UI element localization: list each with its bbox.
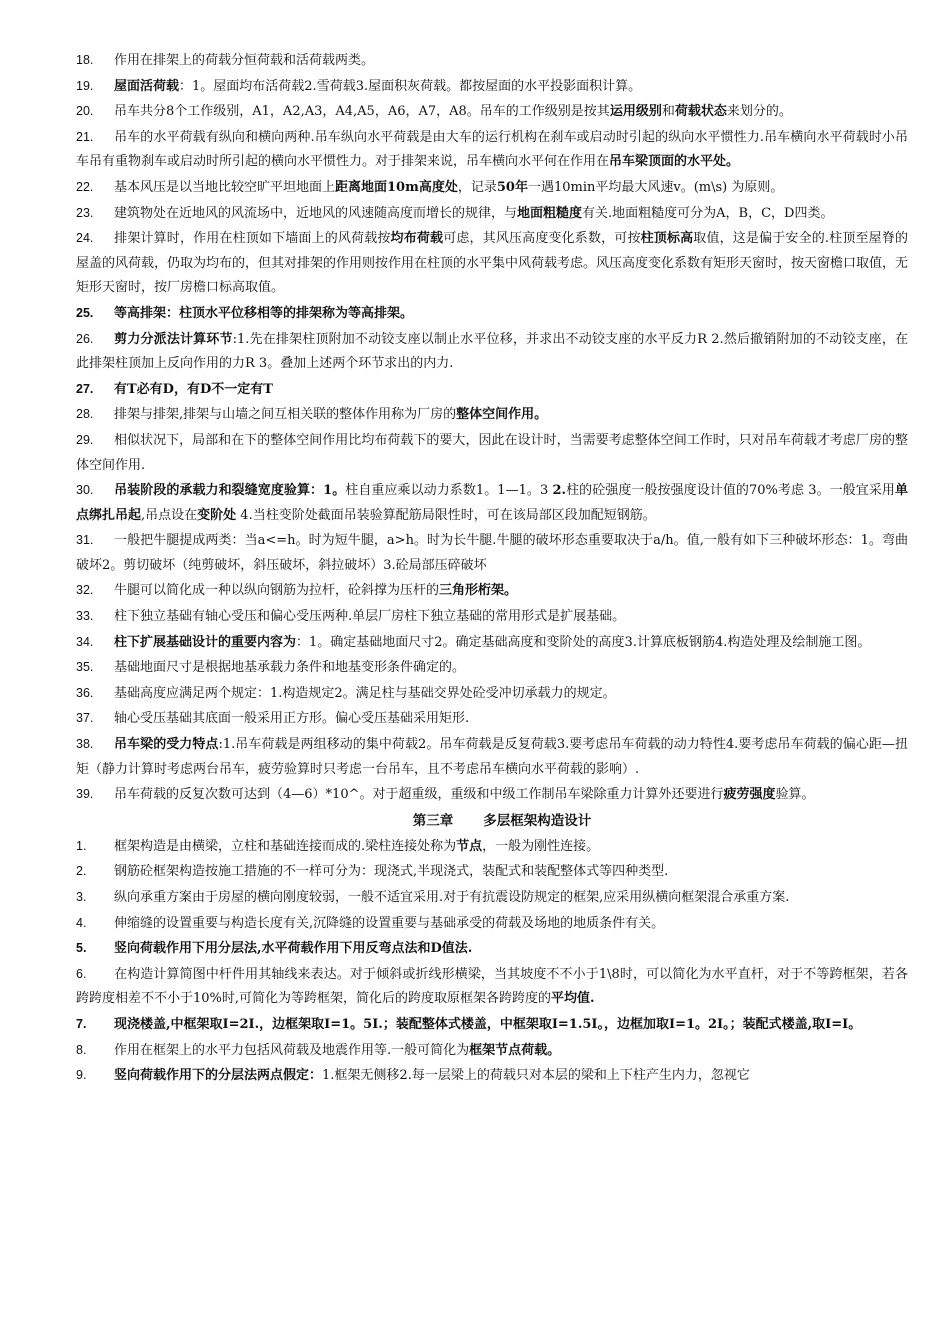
list-item: [76, 655, 908, 681]
item-text: 排架计算时，作用在柱顶如下墙面上的风荷载按: [114, 231, 391, 247]
item-text: 竖向荷载作用下用分层法,水平荷载作用下用反弯点法和D值法.: [114, 941, 473, 957]
item-text: 在构造计算简图中杆件用其轴线来表达。对于倾斜或折线形横梁，当其坡度不不小于1\8时，可以简化为水平直杆，对于不等跨框架，若各跨跨度相差不不小于10%时,可简化为等跨框架，简化后的跨度取原框架各跨跨度的: [76, 966, 908, 1007]
item-number: 8.: [76, 1042, 87, 1057]
item-text: ：1。屋面均布活荷载2.雪荷载3.屋面积灰荷载。都按屋面的水平投影面积计算。: [179, 78, 642, 94]
item-text: 相似状况下，局部和在下的整体空间作用比均布荷载下的要大，因此在设计时，当需要考虑整体空间工作时，只对吊车荷载才考虑厂房的整体空间作用.: [76, 432, 908, 473]
chapter-heading: [76, 808, 908, 834]
item-text: 作用在框架上的水平力包括风荷载及地震作用等.一般可简化为: [114, 1042, 470, 1058]
item-text: ，记录: [457, 179, 497, 195]
list-item: [76, 1063, 908, 1089]
item-text: 柱的砼强度一般按强度设计值的70%考虑 3。一般宜采用: [566, 483, 895, 499]
bold-text: 屋面活荷载: [114, 78, 180, 94]
item-number: 9.: [76, 1068, 87, 1083]
bold-text: 吊车梁的受力特点: [114, 737, 219, 753]
item-text: 可虑，其风压高度变化系数，可按: [443, 231, 641, 247]
item-number: 38.: [76, 737, 94, 752]
bold-text: 三角形桁架。: [439, 583, 518, 599]
item-text: 有T必有D，有D不一定有T: [114, 381, 273, 397]
list-item: [76, 885, 908, 911]
item-number: 19.: [76, 78, 94, 93]
list-item: [76, 301, 908, 327]
item-number: 35.: [76, 660, 94, 675]
bold-text: 单点绑扎吊起: [76, 483, 909, 523]
list-item: [76, 681, 908, 707]
bold-text: 2.: [552, 483, 567, 499]
item-number: 5.: [76, 941, 87, 956]
item-text: 柱下独立基础有轴心受压和偏心受压两种.单层厂房柱下独立基础的常用形式是扩展基础。: [114, 609, 626, 625]
item-number: 20.: [76, 104, 94, 119]
item-number: 39.: [76, 787, 94, 802]
item-number: 6.: [76, 966, 87, 981]
item-text: 基础地面尺寸是根据地基承载力条件和地基变形条件确定的。: [114, 660, 466, 676]
item-number: 32.: [76, 583, 94, 598]
list-item: [76, 377, 908, 403]
bold-text: 变阶处: [197, 507, 237, 523]
bold-text: 均布荷载: [390, 231, 444, 247]
item-number: 22.: [76, 179, 94, 194]
list-item: [76, 1012, 908, 1038]
item-number: 4.: [76, 915, 87, 930]
item-text: ，一般为刚性连接。: [482, 838, 600, 854]
list-item: [76, 936, 908, 962]
bold-text: 吊车梁顶面的水平处。: [609, 154, 740, 170]
bold-text: 整体空间作用。: [456, 407, 548, 423]
item-text: 现浇楼盖,中框架取I=2I.，边框架取I=1。5I.；装配整体式楼盖，中框架取I=1.5I。，边框加取I=1。2I。；装配式楼盖,取I=I。: [114, 1016, 862, 1032]
item-text: 1.框架无侧移2.每一层梁上的荷载只对本层的梁和上下柱产生内力，忽视它: [322, 1068, 750, 1084]
item-number: 3.: [76, 890, 87, 904]
list-item: [76, 578, 908, 604]
item-text: 吊车共分8个工作级别，A1，A2,A3，A4,A5，A6，A7，A8。吊车的工作级别是按其: [114, 104, 610, 120]
item-number: 7.: [76, 1016, 87, 1031]
item-text: 吊车的水平荷载有纵向和横向两种.吊车纵向水平荷载是由大车的运行机构在刹车或启动时引起的纵向水平惯性力.吊车横向水平荷载时小吊车吊有重物刹车或启动时所引起的横向水平惯性力。对于排架来说，吊车横向水平何在作用在: [76, 129, 908, 170]
item-number: 34.: [76, 634, 94, 649]
item-text: 伸缩缝的设置重要与构造长度有关,沉降缝的设置重要与基础承受的荷载及场地的地质条件有关。: [114, 915, 665, 931]
item-text: 钢筋砼框架构造按施工措施的不一样可分为：现浇式,半现浇式，装配式和装配整体式等四种类型.: [114, 864, 669, 880]
list-item: [76, 962, 908, 1012]
list-item: [76, 327, 908, 377]
item-text: 框架构造是由横梁，立柱和基础连接而成的.梁柱连接处称为: [114, 838, 457, 854]
item-number: 29.: [76, 432, 94, 447]
item-text: 柱自重应乘以动力系数1。1—1。3: [345, 483, 553, 499]
list-item: [76, 74, 908, 100]
bold-text: 运用级别: [609, 104, 662, 120]
list-item: [76, 478, 908, 528]
item-number: 25.: [76, 305, 94, 320]
list-item: [76, 99, 908, 125]
item-number: 2.: [76, 864, 87, 879]
item-text: ,吊点设在: [141, 507, 198, 523]
list-item: [76, 226, 908, 301]
item-number: 30.: [76, 483, 94, 498]
item-number: 18.: [76, 53, 94, 67]
list-item: [76, 528, 908, 578]
bold-text: 平均值.: [551, 991, 595, 1007]
list-item: [76, 428, 908, 478]
item-list-chapter-two: [76, 48, 908, 808]
list-item: [76, 604, 908, 630]
item-text: 吊车荷载的反复次数可达到（4—6）*10^。对于超重级，重级和中级工作制吊车梁除重力计算外还要进行: [114, 787, 724, 803]
chapter-label: 第三章: [412, 812, 454, 829]
bold-text: 框架节点荷载。: [469, 1042, 561, 1058]
list-item: [76, 911, 908, 937]
item-text: 建筑物处在近地风的风流场中，近地风的风速随高度而增长的规律，与: [114, 205, 518, 221]
item-number: 36.: [76, 685, 94, 700]
item-text: 等高排架：柱顶水平位移相等的排架称为等高排架。: [114, 305, 414, 321]
bold-text: 地面粗糙度: [517, 205, 583, 221]
item-text: 一遇10min平均最大风速v。(m\s) 为原则。: [527, 179, 784, 195]
item-number: 23.: [76, 205, 94, 220]
item-number: 31.: [76, 533, 94, 548]
item-number: 24.: [76, 231, 94, 246]
item-text: 验算。: [775, 787, 815, 803]
bold-text: 距离地面10m高度处: [335, 179, 458, 195]
item-text: :1.吊车荷载是两组移动的集中荷载2。吊车荷载是反复荷载3.要考虑吊车荷载的动力特性4.要考虑吊车荷载的偏心距—扭矩（静力计算时考虑两台吊车，疲劳验算时只考虑一台吊车，且不考虑吊车横向水平荷载的影响）.: [76, 737, 908, 777]
item-text: 4.当柱变阶处截面吊装验算配筋局限性时，可在该局部区段加配短钢筋。: [236, 507, 656, 523]
bold-text: 吊装阶段的承载力和裂缝宽度验算：1。: [114, 483, 346, 499]
list-item: [76, 175, 908, 201]
item-text: 来划分的。: [726, 104, 792, 120]
item-text: 基础高度应满足两个规定：1.构造规定2。满足柱与基础交界处砼受冲切承载力的规定。: [114, 685, 616, 701]
item-text: 排架与排架,排架与山墙之间互相关联的整体作用称为厂房的: [114, 407, 457, 423]
item-number: 1.: [76, 838, 87, 853]
item-number: 21.: [76, 129, 94, 144]
item-text: 轴心受压基础其底面一般采用正方形。偏心受压基础采用矩形.: [114, 711, 470, 727]
list-item: [76, 125, 908, 175]
item-number: 28.: [76, 407, 94, 422]
bold-text: 剪力分派法计算环节: [114, 331, 233, 347]
bold-text: 50年: [496, 179, 528, 195]
item-text: 作用在排架上的荷载分恒荷载和活荷载两类。: [114, 53, 375, 68]
item-text: 和: [661, 104, 675, 120]
list-item: [76, 48, 908, 74]
item-text: 取值，这是偏于安全的.柱顶至屋脊的屋盖的风荷载，仍取为均布的，但其对排架的作用则按作用在柱顶的水平集中风荷载考虑。风压高度变化系数有矩形天窗时，按天窗檐口取值，无矩形天窗时，按厂房檐口标高取值。: [76, 231, 909, 296]
item-text: :1.先在排架柱顶附加不动铰支座以制止水平位移，并求出不动铰支座的水平反力R 2.然后撤销附加的不动铰支座，在此排架柱顶加上反向作用的力R 3。叠加上述两个环节求出的内力.: [76, 331, 908, 372]
item-text: ：1。确定基础地面尺寸2。确定基础高度和变阶处的高度3.计算底板钢筋4.构造处理及绘制施工图。: [296, 634, 871, 650]
item-number: 26.: [76, 331, 94, 346]
bold-text: 荷载状态: [674, 104, 727, 120]
item-list-chapter-three: [76, 834, 908, 1089]
item-text: 纵向承重方案由于房屋的横向刚度较弱，一般不适宜采用.对于有抗震设防规定的框架,应采用纵横向框架混合承重方案.: [114, 890, 790, 905]
list-item: [76, 201, 908, 227]
list-item: [76, 834, 908, 860]
list-item: [76, 859, 908, 885]
list-item: [76, 706, 908, 732]
list-item: [76, 1038, 908, 1064]
item-number: 33.: [76, 609, 94, 624]
item-text: 牛腿可以简化成一种以纵向钢筋为拉杆，砼斜撑为压杆的: [114, 583, 440, 599]
chapter-title: 多层框架构造设计: [483, 812, 592, 829]
list-item: [76, 402, 908, 428]
bold-text: 柱下扩展基础设计的重要内容为: [114, 634, 297, 650]
bold-text: 疲劳强度: [723, 787, 776, 803]
item-number: 27.: [76, 381, 94, 396]
item-text: 一般把牛腿提成两类：当a<=h。时为短牛腿，a>h。时为长牛腿.牛腿的破坏形态重要取决于a/h。值,一般有如下三种破坏形态：1。弯曲破坏2。剪切破坏（纯剪破坏，斜压破坏，斜拉破坏）3.砼局部压碎破坏: [76, 533, 908, 573]
item-number: 37.: [76, 711, 94, 726]
bold-text: 竖向荷载作用下的分层法两点假定：: [114, 1068, 323, 1084]
list-item: [76, 732, 908, 782]
bold-text: 柱顶标高: [640, 231, 694, 247]
bold-text: 节点: [456, 838, 483, 854]
list-item: [76, 630, 908, 656]
item-text: 基本风压是以当地比较空旷平坦地面上: [114, 179, 336, 195]
item-text: 有关.地面粗糙度可分为A，B，C，D四类。: [582, 205, 834, 221]
list-item: [76, 782, 908, 808]
